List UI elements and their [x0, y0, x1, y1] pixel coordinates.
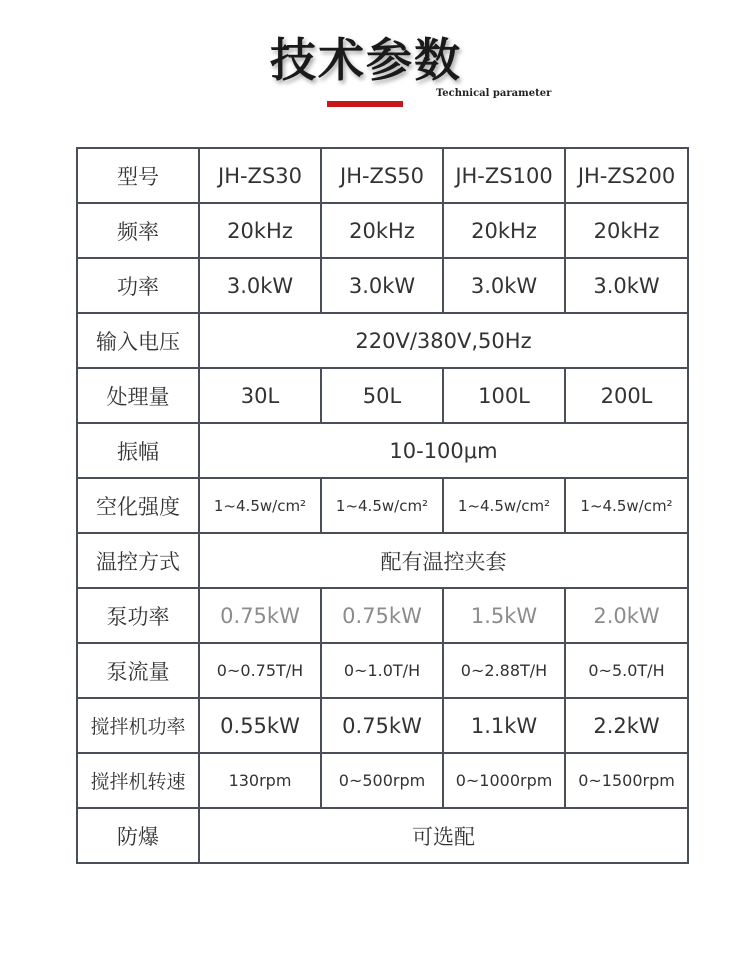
row-label: 温控方式	[77, 533, 199, 588]
row-label: 功率	[77, 258, 199, 313]
value-cell: 20kHz	[321, 203, 443, 258]
value-cell: 30L	[199, 368, 321, 423]
row-capacity	[77, 368, 688, 423]
value-cell: 0.75kW	[321, 698, 443, 753]
row-input-voltage	[77, 313, 688, 368]
value-cell: 1~4.5w/cm²	[443, 478, 565, 533]
row-label: 泵流量	[77, 643, 199, 698]
value-cell: 1~4.5w/cm²	[199, 478, 321, 533]
value-cell: 20kHz	[199, 203, 321, 258]
value-cell: 0~2.88T/H	[443, 643, 565, 698]
value-cell: 1.5kW	[443, 588, 565, 643]
row-label: 型号	[77, 148, 199, 203]
value-cell: 3.0kW	[565, 258, 688, 313]
row-mixer-power	[77, 698, 688, 753]
value-cell: 2.2kW	[565, 698, 688, 753]
value-cell: 200L	[565, 368, 688, 423]
value-cell: 0~0.75T/H	[199, 643, 321, 698]
row-cavitation-intensity	[77, 478, 688, 533]
value-cell: 3.0kW	[321, 258, 443, 313]
page-title: 技术参数	[270, 33, 462, 87]
value-cell: 0~500rpm	[321, 753, 443, 808]
model-cell: JH-ZS30	[199, 148, 321, 203]
row-label: 输入电压	[77, 313, 199, 368]
row-label: 防爆	[77, 808, 199, 863]
value-cell: 20kHz	[443, 203, 565, 258]
row-power	[77, 258, 688, 313]
value-cell: 0~1500rpm	[565, 753, 688, 808]
row-label: 搅拌机转速	[77, 753, 199, 808]
model-cell: JH-ZS50	[321, 148, 443, 203]
value-cell: 0~1.0T/H	[321, 643, 443, 698]
row-label: 搅拌机功率	[77, 698, 199, 753]
value-cell: 20kHz	[565, 203, 688, 258]
row-label: 振幅	[77, 423, 199, 478]
row-pump-power	[77, 588, 688, 643]
value-cell: 1.1kW	[443, 698, 565, 753]
row-label: 频率	[77, 203, 199, 258]
merged-value-cell: 10-100μm	[199, 423, 688, 478]
value-cell: 0.55kW	[199, 698, 321, 753]
row-temperature-control	[77, 533, 688, 588]
value-cell: 2.0kW	[565, 588, 688, 643]
model-cell: JH-ZS100	[443, 148, 565, 203]
row-pump-flow	[77, 643, 688, 698]
merged-value-cell: 可选配	[199, 808, 688, 863]
value-cell: 0.75kW	[321, 588, 443, 643]
title-accent-bar	[327, 101, 403, 107]
merged-value-cell: 220V/380V,50Hz	[199, 313, 688, 368]
row-label: 空化强度	[77, 478, 199, 533]
value-cell: 3.0kW	[443, 258, 565, 313]
spec-table	[76, 147, 689, 864]
row-label: 泵功率	[77, 588, 199, 643]
value-cell: 0~1000rpm	[443, 753, 565, 808]
value-cell: 3.0kW	[199, 258, 321, 313]
row-explosion-proof	[77, 808, 688, 863]
value-cell: 100L	[443, 368, 565, 423]
merged-value-cell: 配有温控夹套	[199, 533, 688, 588]
row-amplitude	[77, 423, 688, 478]
row-mixer-speed	[77, 753, 688, 808]
row-models	[77, 148, 688, 203]
value-cell: 1~4.5w/cm²	[321, 478, 443, 533]
value-cell: 130rpm	[199, 753, 321, 808]
value-cell: 0~5.0T/H	[565, 643, 688, 698]
row-frequency	[77, 203, 688, 258]
model-cell: JH-ZS200	[565, 148, 688, 203]
page-subtitle: Technical parameter	[436, 88, 552, 99]
value-cell: 50L	[321, 368, 443, 423]
row-label: 处理量	[77, 368, 199, 423]
value-cell: 1~4.5w/cm²	[565, 478, 688, 533]
value-cell: 0.75kW	[199, 588, 321, 643]
